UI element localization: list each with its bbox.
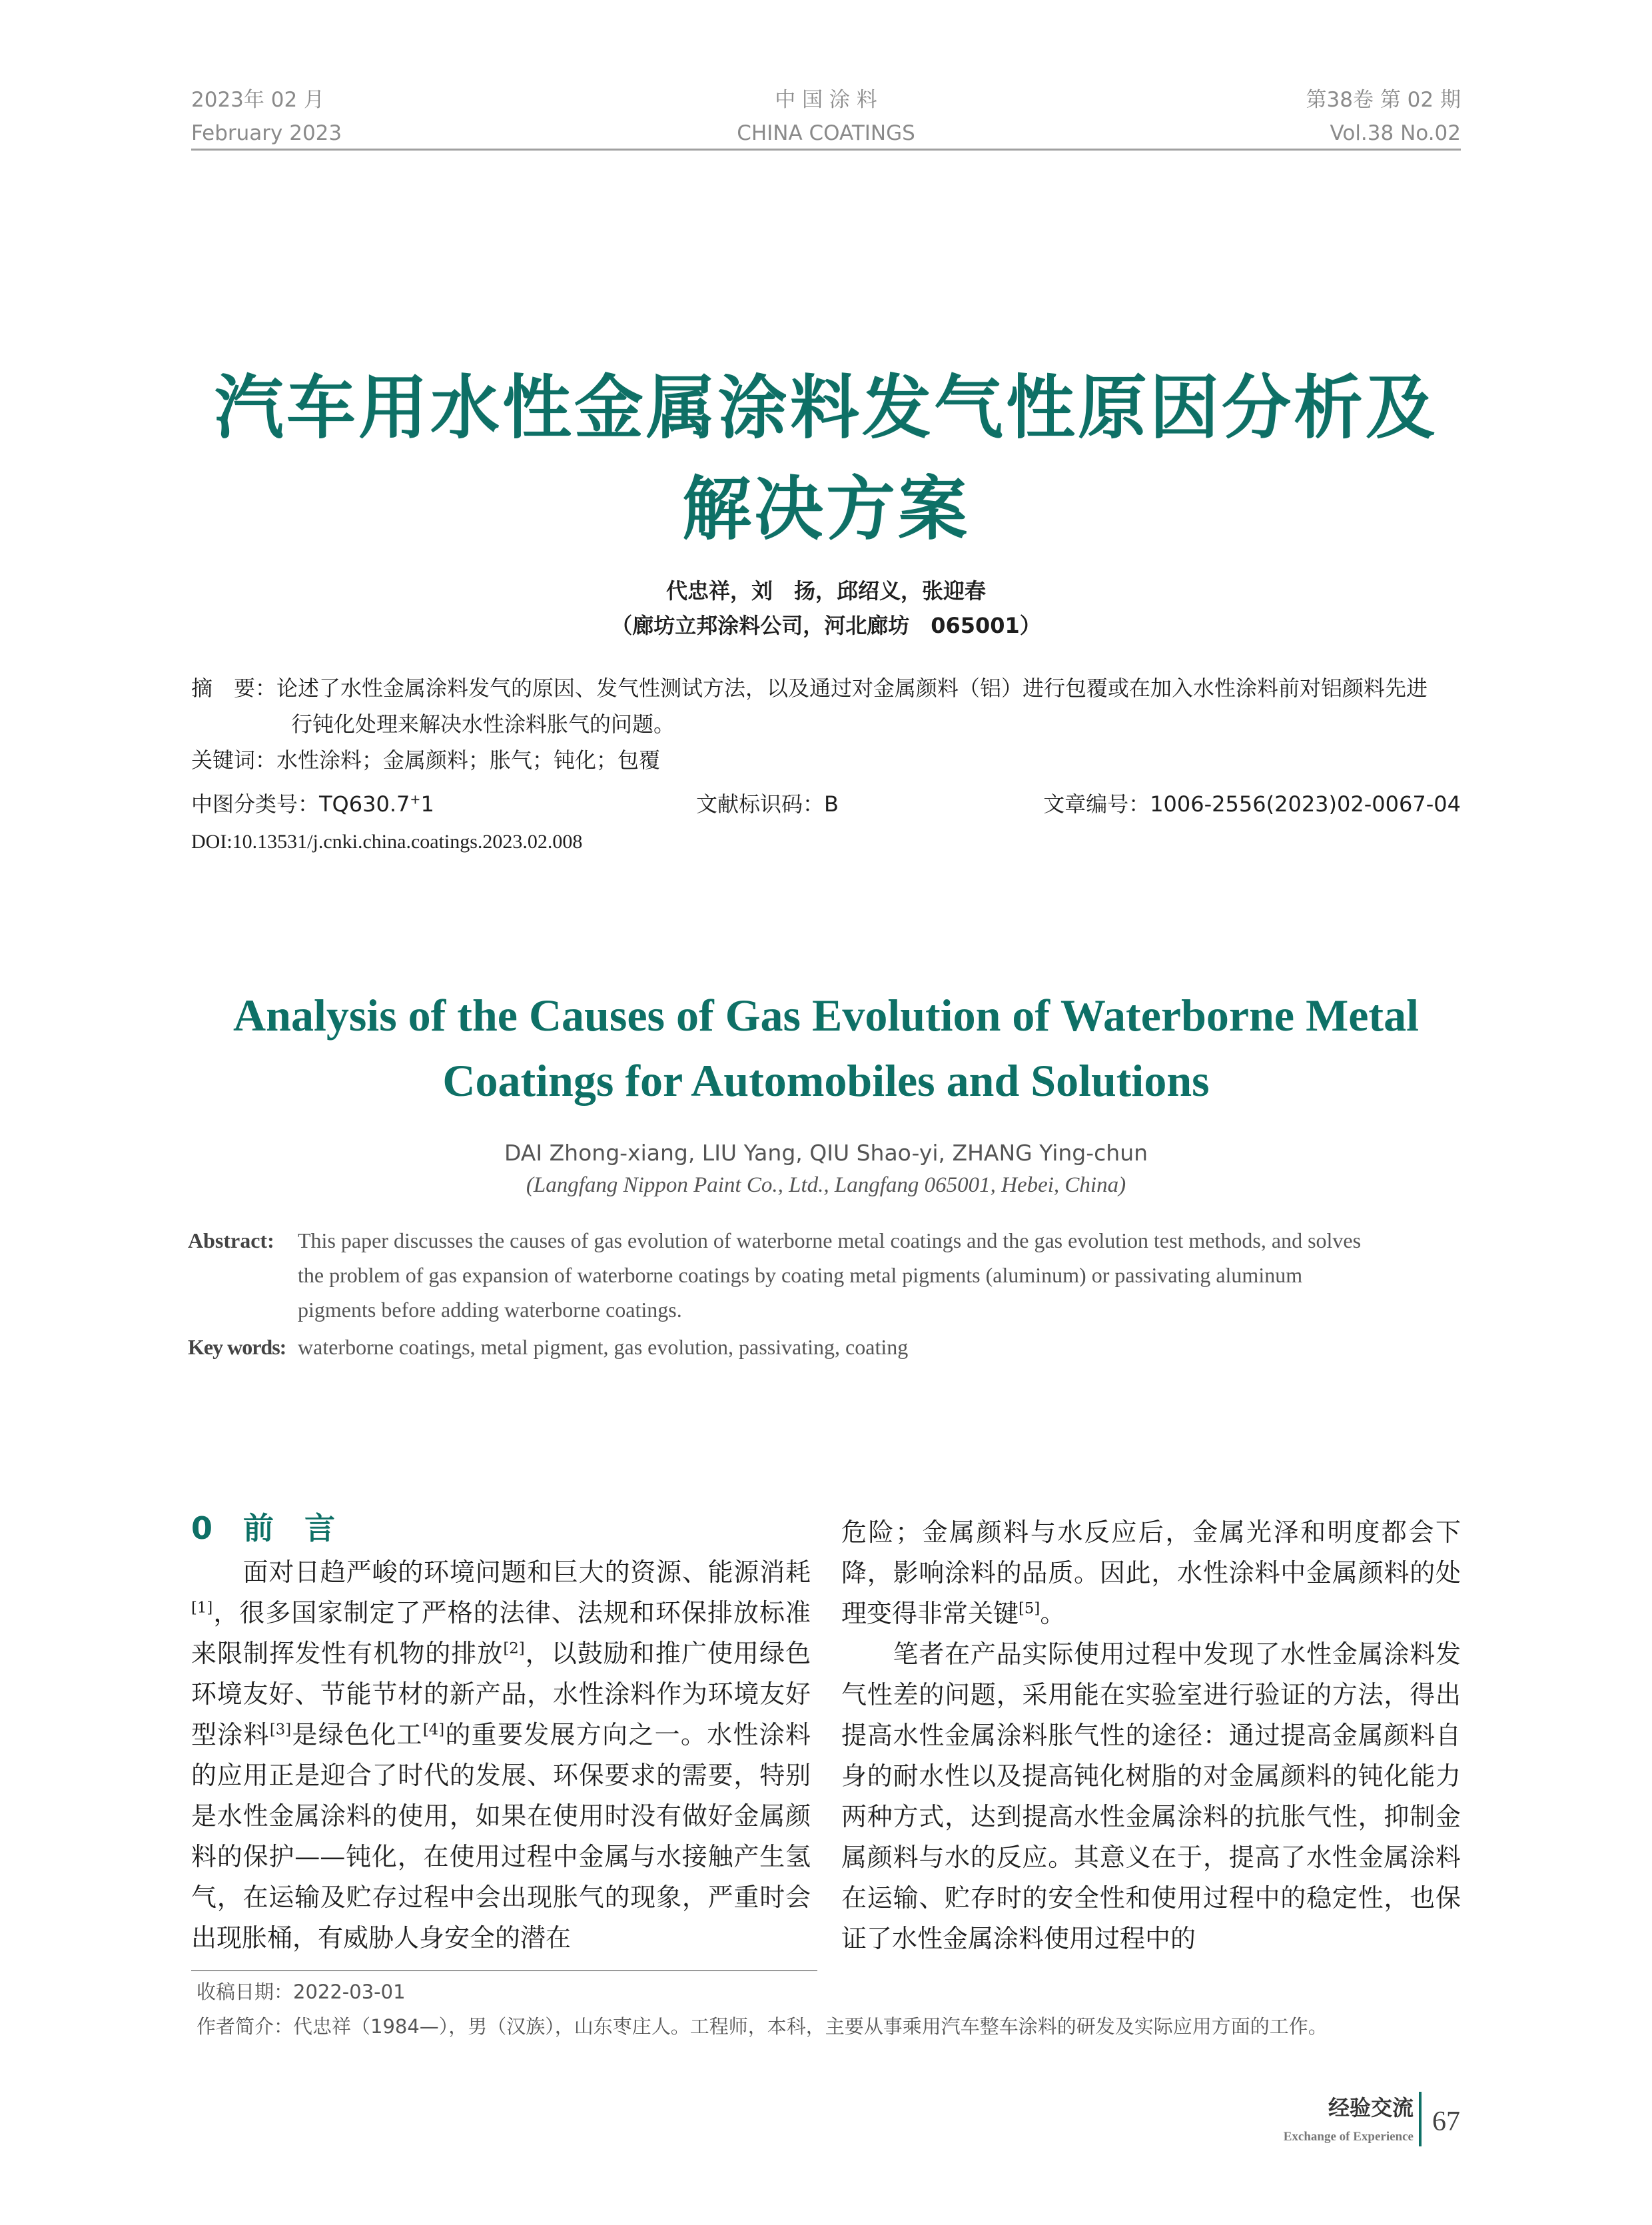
abstract-cn-line2: 行钝化处理来解决水性涂料胀气的问题。: [291, 711, 675, 737]
footer-divider: [1419, 2092, 1422, 2146]
title-en-line1: Analysis of the Causes of Gas Evolution of Waterborne Metal: [233, 990, 1419, 1041]
footnote-rule: [191, 1970, 817, 1971]
body-left-column: [191, 1552, 811, 1959]
body-text: 。: [1040, 1599, 1066, 1628]
article-number: 文章编号：1006-2556(2023)02-0067-04: [1043, 791, 1461, 817]
body-text: 的重要发展方向之一。水性涂料的应用正是迎合了时代的发展、环保要求的需要，特别是水性金属涂料的使用，如果在使用时没有做好金属颜料的保护——钝化，在使用过程中金属与水接触产生氢气，在运输及贮存过程中会出现胀气的现象，严重时会出现胀桶，有威胁人身安全的潜在: [191, 1720, 811, 1953]
abstract-cn-line1: 论述了水性金属涂料发气的原因、发气性测试方法，以及通过对金属颜料（铝）进行包覆或在加入水性涂料前对铝颜料先进: [276, 675, 1428, 701]
affiliation-cn: （廊坊立邦涂料公司，河北廊坊 065001）: [611, 613, 1041, 638]
authors-en: DAI Zhong-xiang, LIU Yang, QIU Shao-yi, ZHANG Ying-chun: [504, 1140, 1148, 1166]
title-cn-line2: 解决方案: [681, 468, 970, 550]
body-paragraph: [841, 1512, 1461, 1634]
body-text: ，以鼓励和推广使用绿色环境友好、节能节材的新产品，水性涂料作为环境友好型涂料: [191, 1639, 811, 1749]
title-en-line2: Coatings for Automobiles and Solutions: [442, 1055, 1210, 1106]
author-bio: 作者简介：代忠祥（1984—），男（汉族），山东枣庄人。工程师，本科，主要从事乘用汽车整车涂料的研发及实际应用方面的工作。: [197, 2015, 1328, 2038]
body-right-column: [841, 1512, 1461, 1959]
document-code: 文献标识码：B: [696, 791, 839, 817]
title-cn-line1: 汽车用水性金属涂料发气性原因分析及: [214, 367, 1438, 448]
abstract-en: [188, 1223, 1461, 1364]
citation-ref: [5]: [1019, 1599, 1040, 1617]
keywords-cn: 关键词：水性涂料；金属颜料；胀气；钝化；包覆: [191, 747, 661, 773]
citation-ref: [1]: [191, 1599, 213, 1617]
footer-section-en: Exchange of Experience: [1283, 2130, 1414, 2144]
received-date: 收稿日期：2022-03-01: [197, 1981, 406, 2003]
header-volume-cn: 第38卷 第 02 期: [1306, 88, 1461, 112]
header-journal-cn: 中 国 涂 料: [775, 88, 877, 112]
header-date-en: February 2023: [191, 121, 342, 145]
clc-sup: +: [410, 791, 421, 807]
doi: DOI:10.13531/j.cnki.china.coatings.2023.02.008: [191, 831, 583, 853]
header-journal-en: CHINA COATINGS: [737, 121, 915, 145]
footer-section-cn: 经验交流: [1328, 2095, 1414, 2120]
abstract-cn-label: 摘 要：: [191, 675, 277, 701]
header-rule: [191, 149, 1461, 151]
authors-cn: 代忠祥，刘 扬，邱绍义，张迎春: [665, 578, 986, 604]
abstract-en-line1: This paper discusses the causes of gas evolution of waterborne metal coatings and the gas evolution test methods, and solves: [298, 1228, 1362, 1252]
body-text: 面对日趋严峻的环境问题和巨大的资源、能源消耗: [191, 1558, 811, 1587]
abstract-en-line3: pigments before adding waterborne coatings.: [298, 1298, 682, 1322]
keywords-en-label: Key words:: [188, 1335, 286, 1359]
section-heading: 0 前 言: [191, 1510, 336, 1546]
abstract-cn: [191, 670, 1461, 742]
body-paragraph: [191, 1552, 811, 1959]
keywords-en-text: waterborne coatings, metal pigment, gas evolution, passivating, coating: [298, 1335, 909, 1359]
affiliation-en: (Langfang Nippon Paint Co., Ltd., Langfang 065001, Hebei, China): [526, 1173, 1126, 1197]
header-date-cn: 2023年 02 月: [191, 88, 325, 112]
header-volume-en: Vol.38 No.02: [1330, 121, 1461, 145]
body-text: ，很多国家制定了严格的法律、法规和环保排放标准来限制挥发性有机物的排放: [191, 1598, 811, 1668]
body-paragraph: 笔者在产品实际使用过程中发现了水性金属涂料发气性差的问题，采用能在实验室进行验证的方法，得出提高水性金属涂料胀气性的途径：通过提高金属颜料自身的耐水性以及提高钝化树脂的对金属颜料的钝化能力两种方式，达到提高水性金属涂料的抗胀气性，抑制金属颜料与水的反应。其意义在于，提高了水性金属涂料在运输、贮存时的安全性和使用过程中的稳定性，也保证了水性金属涂料使用过程中的: [841, 1639, 1461, 1953]
clc-number: [191, 786, 434, 822]
body-text: 是绿色化工: [291, 1720, 423, 1749]
clc-label: 中图分类号：TQ630.7: [191, 791, 410, 817]
abstract-en-line2: the problem of gas expansion of waterborne coatings by coating metal pigments (aluminum) or passivating aluminum: [298, 1263, 1303, 1287]
page-number: 67: [1432, 2106, 1460, 2137]
citation-ref: [4]: [422, 1721, 445, 1739]
abstract-en-label: Abstract:: [188, 1228, 274, 1252]
body-text: 危险；金属颜料与水反应后，金属光泽和明度都会下降，影响涂料的品质。因此，水性涂料中金属颜料的处理变得非常关键: [841, 1518, 1461, 1628]
citation-ref: [3]: [269, 1721, 292, 1739]
clc-tail: 1: [420, 791, 434, 817]
citation-ref: [2]: [503, 1639, 525, 1657]
